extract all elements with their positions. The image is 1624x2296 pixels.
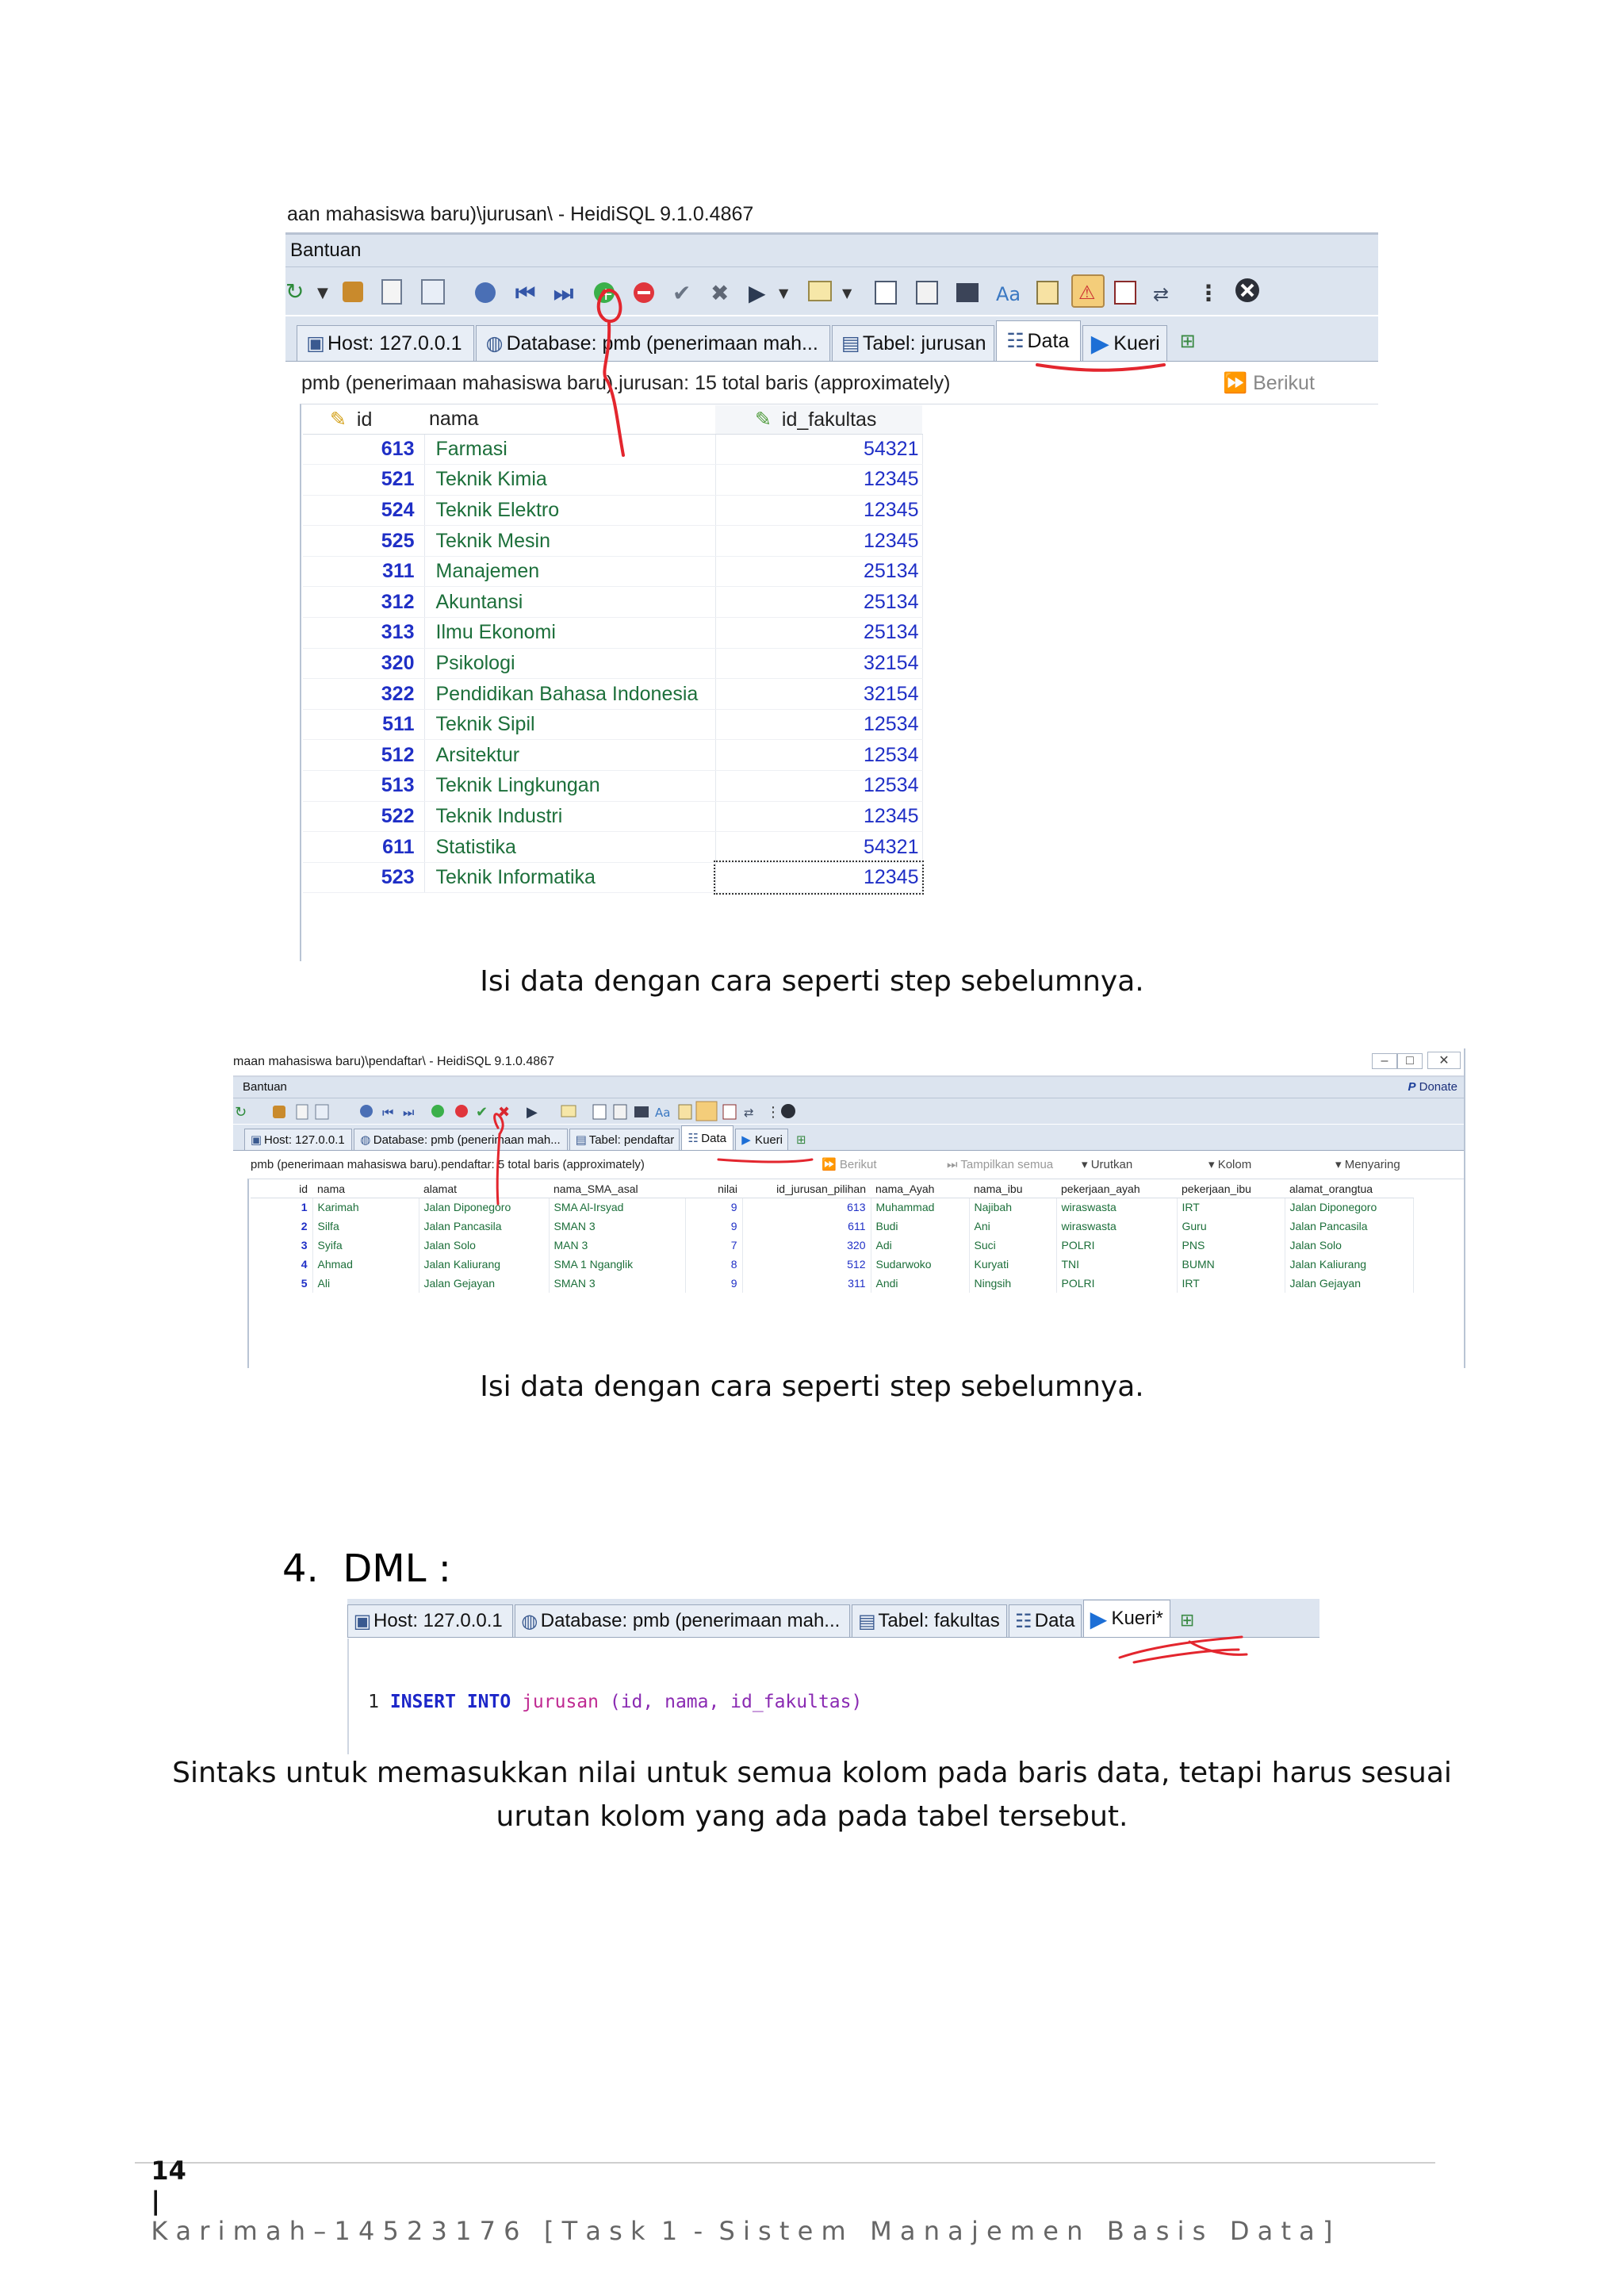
cell-nama[interactable]: Manajemen (424, 556, 715, 587)
cell-id[interactable]: 512 (303, 740, 424, 771)
cell-id[interactable]: 521 (303, 465, 424, 496)
tab-table[interactable]: ▤ Tabel: fakultas (852, 1604, 1006, 1637)
cell-nama-ibu[interactable]: Najibah (969, 1198, 1056, 1217)
cell-nama[interactable]: Pendidikan Bahasa Indonesia (424, 679, 715, 710)
cell-id-fakultas[interactable]: 12534 (715, 771, 922, 802)
post-icon: ✔ (476, 1104, 488, 1121)
cell-id-fakultas[interactable]: 12534 (715, 740, 922, 771)
cell-nama-sma-asal[interactable]: SMA Al-Irsyad (549, 1198, 685, 1217)
column-header[interactable]: nilai (685, 1180, 742, 1198)
cell-pekerjaan-ayah[interactable]: POLRI (1056, 1236, 1177, 1255)
cell-id[interactable]: 513 (303, 771, 424, 802)
column-header[interactable]: nama (312, 1180, 419, 1198)
cell-id[interactable]: 320 (303, 648, 424, 679)
cell-nama-sma-asal[interactable]: SMAN 3 (549, 1217, 685, 1236)
paragraph-line: Sintaks untuk memasukkan nilai untuk semua kolom pada baris data, tetapi harus sesuai (172, 1757, 1452, 1789)
cell-id-fakultas[interactable]: 12345 (715, 465, 922, 496)
column-header[interactable]: id_jurusan_pilihan (742, 1180, 871, 1198)
tab-data[interactable]: ☷ Data (1009, 1604, 1082, 1637)
tab-table[interactable]: ▤ Tabel: pendaftar (569, 1129, 680, 1150)
paypal-icon: P (1408, 1080, 1416, 1094)
cell-id[interactable]: 5 (251, 1274, 312, 1293)
cell-nama-sma-asal[interactable]: SMAN 3 (549, 1274, 685, 1293)
cell-nama-ibu[interactable]: Ani (969, 1217, 1056, 1236)
cell-nama[interactable]: Statistika (424, 832, 715, 863)
maximize-icon[interactable]: □ (1397, 1053, 1423, 1069)
cell-nama-ibu[interactable]: Kuryati (969, 1255, 1056, 1274)
column-header[interactable]: id (251, 1180, 312, 1198)
cell-id-fakultas[interactable]: 12534 (715, 709, 922, 740)
footer-separator: | (151, 2186, 161, 2216)
host-icon: ▣ (353, 1610, 372, 1632)
cell-alamat[interactable]: Jalan Pancasila (419, 1217, 549, 1236)
cell-nama[interactable]: Arsitektur (424, 740, 715, 771)
page-number: 14 (151, 2156, 186, 2186)
cell-id[interactable]: 313 (303, 618, 424, 649)
run-icon: ▶ (749, 280, 766, 306)
new-query-tab-icon[interactable]: ⊞ (1179, 331, 1196, 352)
host-icon: ▣ (250, 1133, 262, 1147)
cell-id-fakultas[interactable]: 12345 (715, 526, 922, 557)
cell-nama[interactable]: Silfa (312, 1217, 419, 1236)
cell-id-fakultas[interactable]: 12345 (715, 801, 922, 832)
cell-alamat-orangtua[interactable]: Jalan Diponegoro (1285, 1198, 1413, 1217)
cell-id[interactable]: 2 (251, 1217, 312, 1236)
dropdown-icon: ▼ (317, 285, 328, 301)
host-icon: ▣ (306, 332, 325, 355)
play-icon: ▶ (1090, 1606, 1108, 1631)
cell-id-fakultas[interactable]: 25134 (715, 618, 922, 649)
cell-nama[interactable]: Ali (312, 1274, 419, 1293)
tab-database[interactable]: ◍ Database: pmb (penerimaan mah... (515, 1604, 851, 1637)
cell-id-fakultas[interactable]: 12345 (715, 495, 922, 526)
column-header[interactable]: nama (424, 405, 715, 434)
new-query-tab-icon[interactable]: ⊞ (796, 1133, 806, 1147)
tab-database[interactable]: ◍ Database: pmb (penerimaan mah... (354, 1129, 568, 1150)
cell-pekerjaan-ayah[interactable]: POLRI (1056, 1274, 1177, 1293)
cell-pekerjaan-ayah[interactable]: wiraswasta (1056, 1198, 1177, 1217)
cell-nama-ibu[interactable]: Ningsih (969, 1274, 1056, 1293)
primary-key-icon: ✎ (330, 408, 347, 431)
cell-nama[interactable]: Teknik Kimia (424, 465, 715, 496)
run-icon: ▶ (527, 1104, 538, 1121)
cell-alamat[interactable]: Jalan Solo (419, 1236, 549, 1255)
data-grid-icon: ☷ (1006, 330, 1025, 352)
close-window-icon[interactable]: ✕ (1427, 1052, 1461, 1069)
cell-nama[interactable]: Psikologi (424, 648, 715, 679)
cell-id-jurusan-pilihan[interactable]: 311 (742, 1274, 871, 1293)
cell-id[interactable]: 613 (303, 434, 424, 465)
cell-id-fakultas[interactable]: 12345 (715, 862, 922, 893)
cell-nama-ayah[interactable]: Muhammad (871, 1198, 969, 1217)
section-heading: 4. DML : (282, 1547, 451, 1591)
tab-host[interactable]: ▣ Host: 127.0.0.1 (347, 1604, 513, 1637)
cell-id-jurusan-pilihan[interactable]: 613 (742, 1198, 871, 1217)
cell-id[interactable]: 611 (303, 832, 424, 863)
cell-id[interactable]: 312 (303, 587, 424, 618)
svg-text:▼: ▼ (842, 286, 852, 301)
cell-id-fakultas[interactable]: 54321 (715, 434, 922, 465)
cell-nama-sma-asal[interactable]: SMA 1 Nganglik (549, 1255, 685, 1274)
cell-nilai[interactable]: 9 (685, 1217, 742, 1236)
tab-host[interactable]: ▣ Host: 127.0.0.1 (244, 1129, 352, 1150)
cell-alamat-orangtua[interactable]: Jalan Gejayan (1285, 1274, 1413, 1293)
database-icon: ◍ (485, 332, 504, 355)
cell-alamat[interactable]: Jalan Diponegoro (419, 1198, 549, 1217)
menu-bantuan[interactable]: Bantuan (243, 1080, 287, 1094)
cell-nilai[interactable]: 8 (685, 1255, 742, 1274)
cell-nama-ayah[interactable]: Budi (871, 1217, 969, 1236)
cell-id[interactable]: 522 (303, 801, 424, 832)
tab-data[interactable]: ☷ Data (681, 1125, 733, 1150)
table-info: pmb (penerimaan mahasiswa baru).jurusan: 15 total baris (approximately) (301, 372, 951, 394)
cell-alamat[interactable]: Jalan Kaliurang (419, 1255, 549, 1274)
first-record-icon: ⏮ (382, 1105, 394, 1120)
play-icon: ▶ (741, 1133, 751, 1147)
cell-id-jurusan-pilihan[interactable]: 512 (742, 1255, 871, 1274)
tab-kueri[interactable]: ▶ Kueri* (1083, 1600, 1170, 1637)
filter-button[interactable]: ▾ Menyaring (1335, 1158, 1400, 1171)
code-line (349, 1691, 1320, 1714)
tab-kueri[interactable]: ▶ Kueri (1082, 325, 1166, 361)
cell-nama-sma-asal[interactable]: MAN 3 (549, 1236, 685, 1255)
database-icon: ◍ (360, 1133, 371, 1147)
next-button[interactable]: ⏩ Berikut (822, 1158, 877, 1171)
cell-nama[interactable]: Teknik Mesin (424, 526, 715, 557)
column-header[interactable]: nama_Ayah (871, 1180, 969, 1198)
tab-data[interactable]: ☷ Data (996, 320, 1081, 361)
post-icon: ✔ (672, 280, 691, 306)
database-icon: ◍ (521, 1610, 538, 1632)
cell-nama[interactable]: Teknik Lingkungan (424, 771, 715, 802)
cell-id[interactable]: 523 (303, 862, 424, 893)
cell-id-fakultas[interactable]: 32154 (715, 648, 922, 679)
cell-id[interactable]: 311 (303, 556, 424, 587)
cell-nilai[interactable]: 7 (685, 1236, 742, 1255)
refresh-icon: ↻ (285, 278, 304, 305)
tab-kueri[interactable]: ▶ Kueri (735, 1129, 788, 1150)
tab-database[interactable]: ◍ Database: pmb (penerimaan mah... (476, 325, 830, 361)
column-header[interactable]: alamat (419, 1180, 549, 1198)
more-icon: ⋮ (1197, 280, 1220, 306)
cell-nama-ayah[interactable]: Sudarwoko (871, 1255, 969, 1274)
svg-text:▼: ▼ (779, 286, 789, 301)
next-button[interactable]: ⏩ Berikut (1223, 372, 1315, 394)
cell-id-fakultas[interactable]: 32154 (715, 679, 922, 710)
cell-id[interactable]: 525 (303, 526, 424, 557)
cell-id-fakultas[interactable]: 25134 (715, 587, 922, 618)
cell-pekerjaan-ayah[interactable]: wiraswasta (1056, 1217, 1177, 1236)
column-header[interactable]: ✎ id (303, 405, 424, 434)
more-icon: ⋮ (766, 1104, 780, 1121)
menu-bantuan[interactable]: Bantuan (290, 240, 362, 261)
line-number: 1 (368, 1692, 379, 1712)
new-query-tab-icon[interactable]: ⊞ (1179, 1610, 1195, 1630)
window-title: maan mahasiswa baru)\pendaftar\ - HeidiSQL 9.1.0.4867 (233, 1048, 1464, 1077)
text-icon: Aa (655, 1106, 671, 1120)
column-header[interactable]: alamat_orangtua (1285, 1180, 1413, 1198)
table-icon: ▤ (841, 332, 860, 355)
cell-nama[interactable]: Karimah (312, 1198, 419, 1217)
donate-button[interactable]: P Donate (1408, 1080, 1457, 1094)
cell-id-fakultas[interactable]: 25134 (715, 556, 922, 587)
cell-nama-ayah[interactable]: Andi (871, 1274, 969, 1293)
table-icon: ▤ (575, 1133, 587, 1147)
cell-pekerjaan-ibu[interactable]: Guru (1177, 1217, 1285, 1236)
cell-nama-ibu[interactable]: Suci (969, 1236, 1056, 1255)
cell-id-jurusan-pilihan[interactable]: 320 (742, 1236, 871, 1255)
svg-text:⚠: ⚠ (1078, 282, 1096, 304)
paragraph-line: urutan kolom yang ada pada tabel tersebut. (496, 1800, 1128, 1833)
cell-nama[interactable]: Teknik Elektro (424, 495, 715, 526)
cell-alamat-orangtua[interactable]: Jalan Kaliurang (1285, 1255, 1413, 1274)
cell-id-jurusan-pilihan[interactable]: 611 (742, 1217, 871, 1236)
tab-host[interactable]: ▣ Host: 127.0.0.1 (297, 325, 474, 361)
last-record-icon: ⏭ (553, 280, 574, 306)
svg-text:+: + (599, 285, 614, 305)
cancel-icon: ✖ (710, 280, 730, 306)
cell-id[interactable]: 322 (303, 679, 424, 710)
cell-id[interactable]: 4 (251, 1255, 312, 1274)
sql-keyword: INSERT (389, 1692, 456, 1712)
sql-keyword: INTO (466, 1692, 511, 1712)
columns-button[interactable]: ▾ Kolom (1208, 1158, 1252, 1171)
cell-nama[interactable]: Teknik Sipil (424, 709, 715, 740)
cell-id[interactable]: 3 (251, 1236, 312, 1255)
cancel-icon: ✖ (498, 1104, 511, 1121)
cell-pekerjaan-ayah[interactable]: TNI (1056, 1255, 1177, 1274)
last-record-icon: ⏭ (403, 1105, 415, 1120)
cell-pekerjaan-ibu[interactable]: BUMN (1177, 1255, 1285, 1274)
cell-nama[interactable]: Syifa (312, 1236, 419, 1255)
cell-nama[interactable]: Ilmu Ekonomi (424, 618, 715, 649)
next-icon: ⏩ (1223, 372, 1248, 394)
cell-id[interactable]: 1 (251, 1198, 312, 1217)
cell-nama[interactable]: Akuntansi (424, 587, 715, 618)
cell-nama[interactable]: Ahmad (312, 1255, 419, 1274)
cell-nilai[interactable]: 9 (685, 1274, 742, 1293)
cell-nama[interactable]: Teknik Informatika (424, 862, 715, 893)
sort-button[interactable]: ▾ Urutkan (1082, 1158, 1133, 1171)
tab-table[interactable]: ▤ Tabel: jurusan (832, 325, 995, 361)
cell-alamat-orangtua[interactable]: Jalan Solo (1285, 1236, 1413, 1255)
cell-nilai[interactable]: 9 (685, 1198, 742, 1217)
footer (135, 2125, 1435, 2246)
cell-nama[interactable]: Teknik Industri (424, 801, 715, 832)
footer-text: K a r i m a h – 1 4 5 2 3 1 7 6 [ T a s k 1 - S i s t e m M a n a j e m e n B a s i s D a t a ] (151, 2216, 1333, 2246)
play-icon: ▶ (1090, 330, 1109, 357)
table-icon: ▤ (857, 1610, 876, 1632)
caption-2: Isi data dengan cara seperti step sebelumnya. (480, 1370, 1144, 1403)
text-icon: Aa (996, 283, 1021, 305)
table-info: pmb (penerimaan mahasiswa baru).pendaftar: 5 total baris (approximately) (251, 1158, 645, 1171)
column-header[interactable]: pekerjaan_ibu (1177, 1180, 1285, 1198)
foreign-key-icon: ✎ (755, 408, 772, 431)
minimize-icon[interactable]: – (1372, 1053, 1397, 1069)
column-header[interactable]: nama_SMA_asal (549, 1180, 685, 1198)
cell-alamat[interactable]: Jalan Gejayan (419, 1274, 549, 1293)
cell-nama[interactable]: Farmasi (424, 434, 715, 465)
column-header[interactable]: pekerjaan_ayah (1056, 1180, 1177, 1198)
cell-id-fakultas[interactable]: 54321 (715, 832, 922, 863)
cell-pekerjaan-ibu[interactable]: IRT (1177, 1198, 1285, 1217)
sql-table-name: jurusan (522, 1692, 599, 1712)
refresh-icon: ↻ (235, 1104, 247, 1121)
cell-pekerjaan-ibu[interactable]: PNS (1177, 1236, 1285, 1255)
cell-pekerjaan-ibu[interactable]: IRT (1177, 1274, 1285, 1293)
data-grid-icon: ☷ (688, 1132, 699, 1145)
sql-columns: (id, nama, id_fakultas) (609, 1692, 863, 1712)
explanation-paragraph (0, 1751, 1624, 1838)
cell-alamat-orangtua[interactable]: Jalan Pancasila (1285, 1217, 1413, 1236)
column-header[interactable]: nama_ibu (969, 1180, 1056, 1198)
column-header[interactable]: ✎ id_fakultas (715, 405, 922, 434)
cell-nama-ayah[interactable]: Adi (871, 1236, 969, 1255)
cell-id[interactable]: 511 (303, 709, 424, 740)
first-record-icon: ⏮ (515, 280, 536, 306)
swap-icon: ⇄ (744, 1106, 754, 1120)
show-all-button[interactable]: ⏭ Tampilkan semua (947, 1158, 1054, 1171)
cell-id[interactable]: 524 (303, 495, 424, 526)
swap-icon: ⇄ (1153, 283, 1170, 305)
caption-1: Isi data dengan cara seperti step sebelumnya. (480, 965, 1144, 998)
window-title: aan mahasiswa baru)\jurusan\ - HeidiSQL 9.1.0.4867 (285, 196, 1378, 235)
data-grid-icon: ☷ (1014, 1610, 1032, 1632)
